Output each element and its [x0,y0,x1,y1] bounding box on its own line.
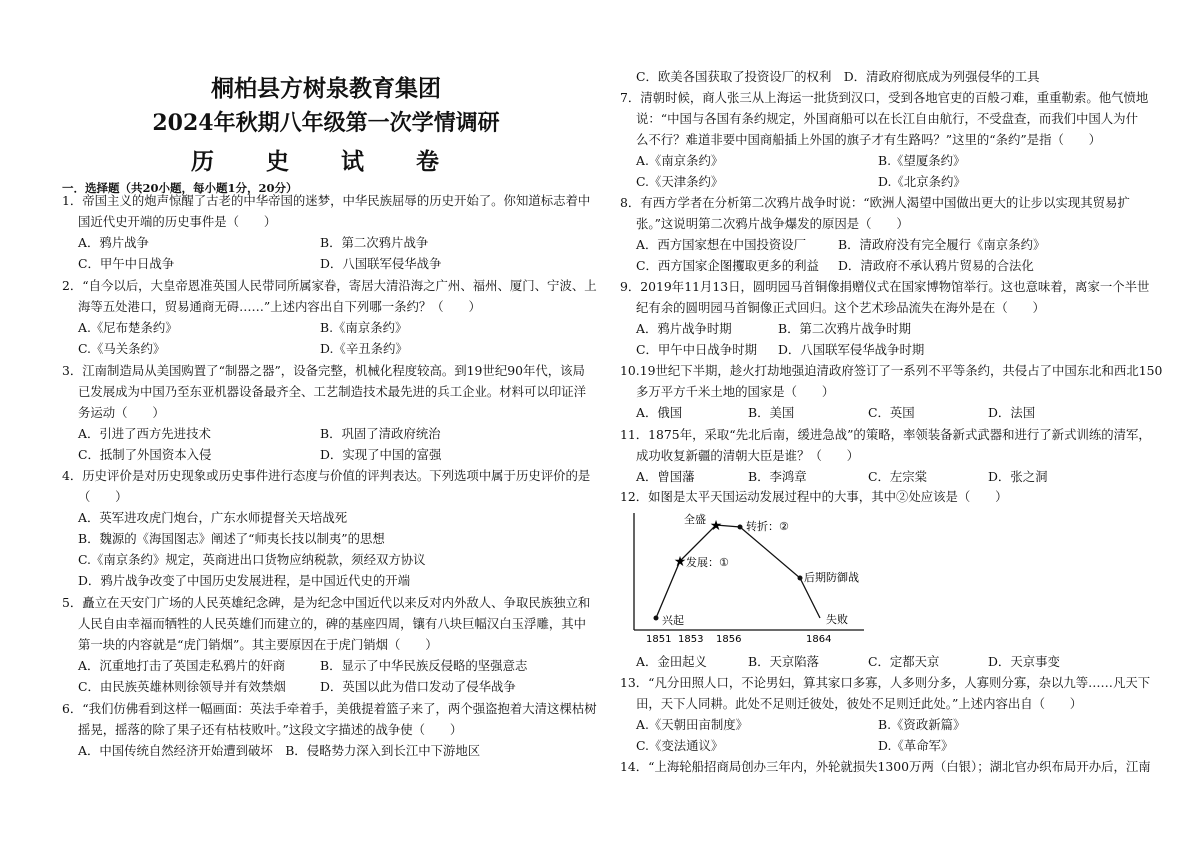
text-line: A．鸦片战争 [78,235,149,250]
label-late: 后期防御战 [804,571,859,584]
text-line: D.《辛丑条约》 [320,341,408,356]
label-turn: 转折：② [746,520,789,533]
text-line: C．甲午中日战争 [78,256,175,271]
text-line: B.《资政新篇》 [878,717,966,732]
text-line: A.《尼布楚条约》 [78,320,178,335]
text-line: D．清政府不承认鸦片贸易的合法化 [838,258,1034,273]
exam-subject: 历 史 试 卷 [190,148,462,175]
develop-star-icon: ★ [673,554,687,570]
text-line: 11．1875年，采取“先北后南，缓进急战”的策略，率领装备新式武器和进行了新式训练的清军， [620,427,1151,442]
text-line: 3．江南制造局从美国购置了“制器之器”，设备完整，机械化程度较高。到19世纪90年代，该局 [62,363,585,378]
text-line: 么不行？难道非要中国商船插上外国的旗子才有生路吗？”这里的“条约”是指（ ） [636,132,1102,147]
text-line: C．英国 [868,405,915,420]
text-line: D．八国联军侵华战争 [320,256,442,271]
text-line: D.《北京条约》 [878,174,966,189]
text-line: D．八国联军侵华战争时期 [778,342,925,357]
text-line: C．左宗棠 [868,469,928,484]
text-line: B.《望厦条约》 [878,153,966,168]
text-line: B．巩固了清政府统治 [320,426,441,441]
text-line: 6．“我们仿佛看到这样一幅画面：英法手牵着手，美俄提着篮子来了，两个强盗抱着大清这棵枯树 [62,701,597,716]
text-line: B．李鸿章 [748,469,807,484]
trend-line [656,525,820,618]
text-line: 海等五处港口，贸易通商无碍……”上述内容出自下列哪一条约？（ ） [78,299,481,314]
text-line: C．欧美各国获取了投资设厂的权利 D．清政府彻底成为列强侵华的工具 [636,69,1040,84]
label-peak: 全盛 [684,513,706,526]
text-line: 7．清朝时候，商人张三从上海运一批货到汉口，受到各地官吏的百般刁难，重重勒索。他气愤地 [620,90,1149,105]
text-line: 4．历史评价是对历史现象或历史事件进行态度与价值的评判表达。下列选项中属于历史评价的是 [62,468,591,483]
text-line: 说：“中国与各国有条约规定，外国商船可以在长江自由航行，不受盘查，而我们中国人为什 [636,111,1138,126]
text-line: D．英国以此为借口发动了侵华战争 [320,679,516,694]
section-heading: 一．选择题（共20小题，每小题1分，20分） [62,181,298,195]
text-line: A．中国传统自然经济开始遭到破坏 B．侵略势力深入到长江中下游地区 [78,743,481,758]
peak-star-icon: ★ [709,518,723,534]
text-line: 成功收复新疆的清朝大臣是谁？（ ） [636,448,860,463]
text-line: A.《天朝田亩制度》 [636,717,749,732]
text-line: D．天京事变 [988,654,1060,669]
text-line: C．由民族英雄林则徐领导并有效禁烟 [78,679,286,694]
text-line: D．法国 [988,405,1036,420]
rise-point [654,616,659,621]
text-line: D．鸦片战争改变了中国历史发展进程，是中国近代史的开端 [78,573,411,588]
text-line: A．金田起义 [636,654,707,669]
text-line: （ ） [78,489,128,504]
turn-point [738,525,743,530]
text-line: C.《变法通议》 [636,738,724,753]
text-line: B．显示了中华民族反侵略的坚强意志 [320,658,528,673]
text-line: D．实现了中国的富强 [320,447,442,462]
taiping-timeline-diagram [620,505,870,655]
text-line: A．鸦片战争时期 [636,321,732,336]
text-line: 张。”这说明第二次鸦片战争爆发的原因是（ ） [636,216,909,231]
text-line: A．曾国藩 [636,469,695,484]
text-line: 12．如图是太平天国运动发展过程中的大事，其中②处应该是（ ） [620,489,1008,504]
text-line: D．张之洞 [988,469,1048,484]
text-line: 2．“自今以后，大皇帝恩准英国人民带同所属家眷，寄居大清沿海之广州、福州、厦门、宁波、上 [62,278,597,293]
text-line: 9．2019年11月13日，圆明园马首铜像捐赠仪式在国家博物馆举行。这也意味着，离家一个半世 [620,279,1150,294]
late-point [798,576,803,581]
text-line: C.《南京条约》规定，英商进出口货物应纳税款，须经双方协议 [78,552,426,567]
label-fail: 失败 [826,613,848,626]
text-line: A．俄国 [636,405,683,420]
text-line: 13．“凡分田照人口，不论男妇，算其家口多寡，人多则分多，人寡则分寡，杂以九等……凡天下 [620,675,1151,690]
text-line: 纪有余的圆明园马首铜像正式回归。这个艺术珍品流失在海外是在（ ） [636,300,1045,315]
text-line: C．甲午中日战争时期 [636,342,757,357]
exam-title-school: 桐柏县方树泉教育集团 [211,75,441,102]
text-line: B．天京陷落 [748,654,820,669]
year-1864: 1864 [806,634,832,645]
text-line: B.《南京条约》 [320,320,408,335]
text-line: C．抵制了外国资本入侵 [78,447,212,462]
text-line: B．清政府没有完全履行《南京条约》 [838,237,1046,252]
text-line: 14．“上海轮船招商局创办三年内，外轮就损失1300万两（白银）；湖北官办织布局开办后，江南 [620,759,1151,774]
text-line: A．引进了西方先进技术 [78,426,211,441]
text-line: 已发展成为中国乃至东亚机器设备最齐全、工艺制造技术最先进的兵工企业。材料可以印证洋 [78,384,587,399]
text-line: A．西方国家想在中国投资设厂 [636,237,807,252]
text-line: 国近代史开端的历史事件是（ ） [78,214,277,229]
year-1856: 1856 [716,634,742,645]
text-line: 摇晃，摇落的除了果子还有枯枝败叶。”这段文字描述的战争使（ ） [78,722,463,737]
text-line: 5．矗立在天安门广场的人民英雄纪念碑，是为纪念中国近代以来反对内外敌人、争取民族独立和 [62,595,591,610]
text-line: A.《南京条约》 [636,153,724,168]
label-develop: 发展：① [686,556,729,569]
text-line: C.《天津条约》 [636,174,724,189]
text-line: A．英军进攻虎门炮台，广东水师提督关天培战死 [78,510,348,525]
text-line: B．第二次鸦片战争时期 [778,321,912,336]
text-line: A．沉重地打击了英国走私鸦片的奸商 [78,658,286,673]
text-line: D.《革命军》 [878,738,954,753]
text-line: 田，天下人同耕。此处不足则迁彼处，彼处不足则迁此处。”上述内容出自（ ） [636,696,1083,711]
year-1853: 1853 [678,634,704,645]
text-line: 务运动（ ） [78,405,165,420]
text-line: C．西方国家企图攫取更多的利益 [636,258,819,273]
text-line: C．定都天京 [868,654,940,669]
label-rise: 兴起 [662,614,684,627]
year-1851: 1851 [646,634,672,645]
text-line: 10.19世纪下半期，趁火打劫地强迫清政府签订了一系列不平等条约，共侵占了中国东北和西北150 [620,363,1163,378]
text-line: 8．有西方学者在分析第二次鸦片战争时说：“欧洲人渴望中国做出更大的让步以实现其贸易扩 [620,195,1130,210]
exam-title: 2024年秋期八年级第一次学情调研 [152,110,500,136]
text-line: B．第二次鸦片战争 [320,235,429,250]
text-line: 人民自由幸福而牺牲的人民英雄们而建立的，碑的基座四周，镶有八块巨幅汉白玉浮雕，其中 [78,616,587,631]
text-line: 1．帝国主义的炮声惊醒了古老的中华帝国的迷梦，中华民族屈辱的历史开始了。你知道标志着中 [62,193,591,208]
text-line: B．美国 [748,405,795,420]
text-line: 多万平方千米土地的国家是（ ） [636,384,835,399]
text-line: B．魏源的《海国图志》阐述了“师夷长技以制夷”的思想 [78,531,385,546]
text-line: C.《马关条约》 [78,341,166,356]
text-line: 第一块的内容就是“虎门销烟”。其主要原因在于虎门销烟（ ） [78,637,438,652]
